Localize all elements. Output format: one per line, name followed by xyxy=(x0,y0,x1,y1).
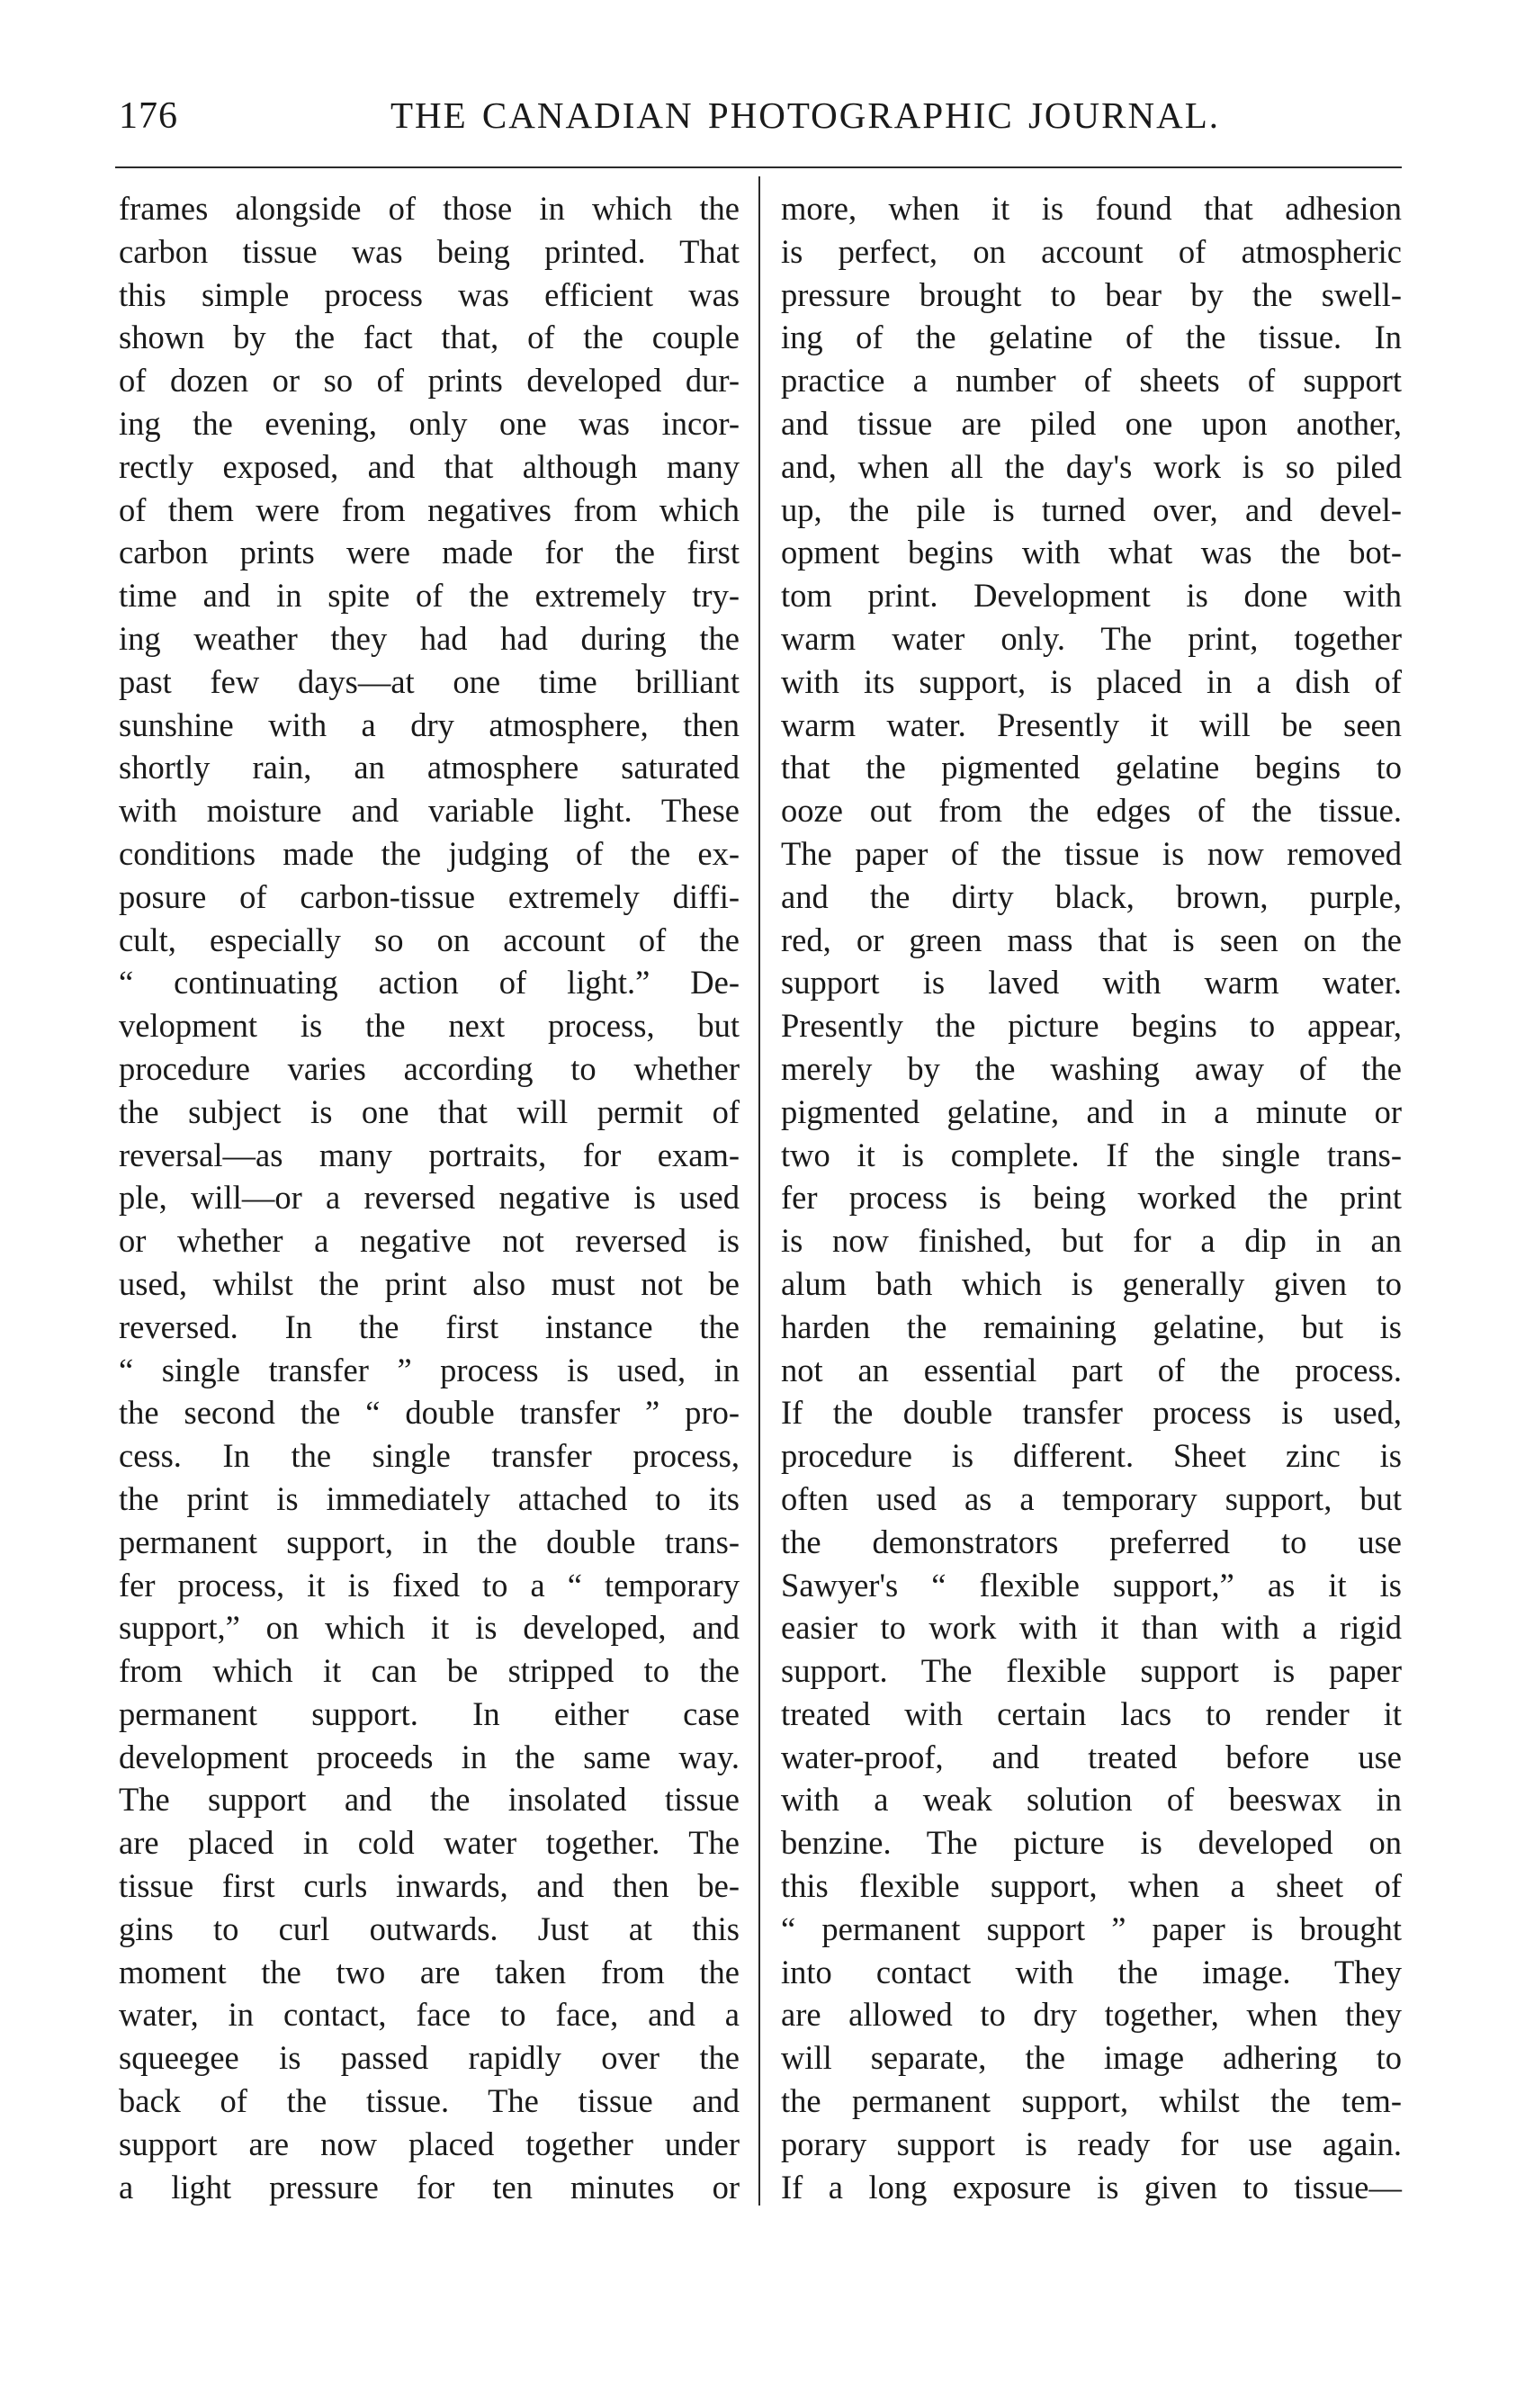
text-line: reversal—as many portraits, for exam- xyxy=(119,1136,740,1173)
text-line: the print is immediately attached to its xyxy=(119,1479,740,1517)
text-line: The paper of the tissue is now removed xyxy=(781,834,1402,872)
text-line: practice a number of sheets of support xyxy=(781,362,1402,400)
text-line: frames alongside of those in which the xyxy=(119,190,740,227)
text-line: support are now placed together under xyxy=(119,2125,740,2162)
right-text-column xyxy=(781,187,1402,2208)
text-line: shown by the fact that, of the couple xyxy=(119,319,740,356)
text-line: are placed in cold water together. The xyxy=(119,1824,740,1862)
text-line: If a long exposure is given to tissue— xyxy=(781,2168,1402,2206)
text-line: often used as a temporary support, but xyxy=(781,1479,1402,1517)
text-line: two it is complete. If the single trans- xyxy=(781,1136,1402,1173)
text-line: carbon prints were made for the first xyxy=(119,534,740,571)
left-text-column xyxy=(119,187,740,2208)
text-line: will separate, the image adhering to xyxy=(781,2039,1402,2077)
text-line: ing the evening, only one was incor- xyxy=(119,404,740,442)
text-line: ple, will—or a reversed negative is used xyxy=(119,1179,740,1217)
text-line: and the dirty black, brown, purple, xyxy=(781,877,1402,915)
text-line: pigmented gelatine, and in a minute or xyxy=(781,1092,1402,1130)
text-line: permanent support. In either case xyxy=(119,1694,740,1732)
text-line: If the double transfer process is used, xyxy=(781,1394,1402,1432)
text-line: Sawyer's “ flexible support,” as it is xyxy=(781,1566,1402,1604)
text-line: this flexible support, when a sheet of xyxy=(781,1867,1402,1905)
text-line: and tissue are piled one upon another, xyxy=(781,404,1402,442)
text-line: treated with certain lacs to render it xyxy=(781,1694,1402,1732)
text-line: with a weak solution of beeswax in xyxy=(781,1781,1402,1819)
text-line: merely by the washing away of the xyxy=(781,1049,1402,1087)
text-line: tom print. Development is done with xyxy=(781,577,1402,615)
text-line: “ single transfer ” process is used, in xyxy=(119,1351,740,1388)
text-line: a light pressure for ten minutes or xyxy=(119,2168,740,2206)
text-line: water-proof, and treated before use xyxy=(781,1738,1402,1775)
text-line: pressure brought to bear by the swell- xyxy=(781,275,1402,313)
text-line: more, when it is found that adhesion xyxy=(781,190,1402,227)
text-line: alum bath which is generally given to xyxy=(781,1264,1402,1302)
text-line: fer process is being worked the print xyxy=(781,1179,1402,1217)
text-line: shortly rain, an atmosphere saturated xyxy=(119,749,740,786)
text-line: time and in spite of the extremely try- xyxy=(119,577,740,615)
text-line: are allowed to dry together, when they xyxy=(781,1996,1402,2034)
text-line: procedure varies according to whether xyxy=(119,1049,740,1087)
text-line: used, whilst the print also must not be xyxy=(119,1264,740,1302)
header-rule xyxy=(115,166,1402,168)
text-line: “ permanent support ” paper is brought xyxy=(781,1909,1402,1947)
journal-title: THE CANADIAN PHOTOGRAPHIC JOURNAL. xyxy=(390,94,1221,136)
text-line: from which it can be stripped to the xyxy=(119,1652,740,1690)
text-line: the subject is one that will permit of xyxy=(119,1092,740,1130)
text-line: cess. In the single transfer process, xyxy=(119,1437,740,1475)
text-line: red, or green mass that is seen on the xyxy=(781,921,1402,958)
text-line: ooze out from the edges of the tissue. xyxy=(781,792,1402,830)
text-line: harden the remaining gelatine, but is xyxy=(781,1307,1402,1345)
text-line: benzine. The picture is developed on xyxy=(781,1824,1402,1862)
text-line: not an essential part of the process. xyxy=(781,1351,1402,1388)
text-line: past few days—at one time brilliant xyxy=(119,662,740,700)
text-line: back of the tissue. The tissue and xyxy=(119,2082,740,2120)
text-line: moment the two are taken from the xyxy=(119,1953,740,1990)
page-number: 176 xyxy=(119,95,178,137)
text-line: is now finished, but for a dip in an xyxy=(781,1222,1402,1260)
text-line: tissue first curls inwards, and then be- xyxy=(119,1867,740,1905)
text-line: squeegee is passed rapidly over the xyxy=(119,2039,740,2077)
text-line: into contact with the image. They xyxy=(781,1953,1402,1990)
text-line: easier to work with it than with a rigid xyxy=(781,1609,1402,1647)
text-line: this simple process was efficient was xyxy=(119,275,740,313)
text-line: support is laved with warm water. xyxy=(781,964,1402,1002)
text-line: sunshine with a dry atmosphere, then xyxy=(119,705,740,743)
text-line: carbon tissue was being printed. That xyxy=(119,232,740,270)
text-line: ing of the gelatine of the tissue. In xyxy=(781,319,1402,356)
text-line: water, in contact, face to face, and a xyxy=(119,1996,740,2034)
text-line: fer process, it is fixed to a “ temporary xyxy=(119,1566,740,1604)
text-line: The support and the insolated tissue xyxy=(119,1781,740,1819)
text-line: the second the “ double transfer ” pro- xyxy=(119,1394,740,1432)
text-line: support. The flexible support is paper xyxy=(781,1652,1402,1690)
text-line: Presently the picture begins to appear, xyxy=(781,1007,1402,1045)
text-line: warm water only. The print, together xyxy=(781,619,1402,657)
text-line: cult, especially so on account of the xyxy=(119,921,740,958)
text-line: conditions made the judging of the ex- xyxy=(119,834,740,872)
text-line: with moisture and variable light. These xyxy=(119,792,740,830)
text-line: permanent support, in the double trans- xyxy=(119,1523,740,1560)
text-line: procedure is different. Sheet zinc is xyxy=(781,1437,1402,1475)
text-line: reversed. In the first instance the xyxy=(119,1307,740,1345)
text-line: velopment is the next process, but xyxy=(119,1007,740,1045)
text-line: development proceeds in the same way. xyxy=(119,1738,740,1775)
text-line: warm water. Presently it will be seen xyxy=(781,705,1402,743)
text-line: support,” on which it is developed, and xyxy=(119,1609,740,1647)
text-line: gins to curl outwards. Just at this xyxy=(119,1909,740,1947)
text-line: that the pigmented gelatine begins to xyxy=(781,749,1402,786)
text-line: with its support, is placed in a dish of xyxy=(781,662,1402,700)
text-line: of them were from negatives from which xyxy=(119,490,740,528)
text-line: ing weather they had had during the xyxy=(119,619,740,657)
text-line: rectly exposed, and that although many xyxy=(119,447,740,485)
text-line: porary support is ready for use again. xyxy=(781,2125,1402,2162)
text-line: the demonstrators preferred to use xyxy=(781,1523,1402,1560)
text-line: of dozen or so of prints developed dur- xyxy=(119,362,740,400)
text-line: and, when all the day's work is so piled xyxy=(781,447,1402,485)
text-line: up, the pile is turned over, and devel- xyxy=(781,490,1402,528)
text-line: opment begins with what was the bot- xyxy=(781,534,1402,571)
text-line: or whether a negative not reversed is xyxy=(119,1222,740,1260)
column-divider xyxy=(758,176,760,2206)
text-line: posure of carbon-tissue extremely diffi- xyxy=(119,877,740,915)
text-line: the permanent support, whilst the tem- xyxy=(781,2082,1402,2120)
text-line: is perfect, on account of atmospheric xyxy=(781,232,1402,270)
text-line: “ continuating action of light.” De- xyxy=(119,964,740,1002)
